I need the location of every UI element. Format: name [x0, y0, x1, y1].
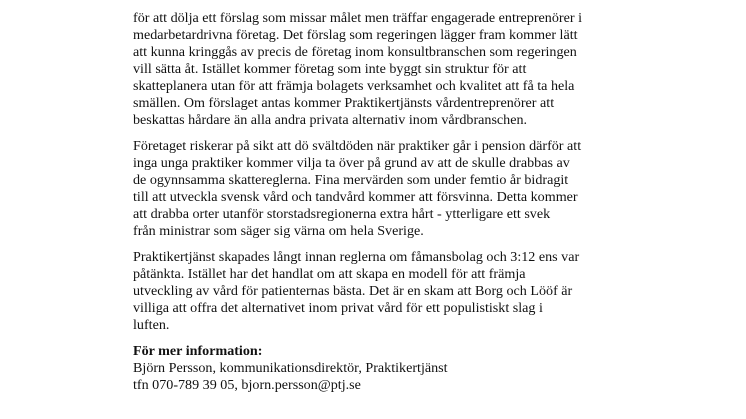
- text-line: från ministrar som säger sig värna om hela Sverige.: [133, 223, 424, 239]
- contact-name: Björn Persson, kommunikationsdirektör, Praktikertjänst: [133, 360, 448, 376]
- contact-phone-email: tfn 070-789 39 05, bjorn.persson@ptj.se: [133, 377, 361, 393]
- paragraph-3: [133, 249, 623, 334]
- text-line: till att utveckla svensk vård och tandvård kommer att försvinna. Detta kommer: [133, 189, 578, 205]
- text-line: utveckling av vård för patienternas bästa. Det är en skam att Borg och Lööf är: [133, 283, 573, 299]
- text-line: smällen. Om förslaget antas kommer Praktikertjänsts vårdentreprenörer att: [133, 95, 555, 111]
- document-page: [133, 0, 623, 394]
- text-line: vill sätta åt. Istället kommer företag som inte byggt sin struktur för att: [133, 61, 527, 77]
- text-line: skatteplanera utan för att främja bolagets verksamhet och kvalitet att få ta hela: [133, 78, 575, 94]
- text-line: att kunna kringgås av precis de företag inom konsultbranschen som regeringen: [133, 44, 577, 60]
- text-line: luften.: [133, 317, 170, 333]
- paragraph-2: [133, 138, 623, 240]
- text-line: påtänkta. Istället har det handlat om att skapa en modell för att främja: [133, 266, 526, 282]
- text-line: för att dölja ett förslag som missar målet men träffar engagerade entreprenörer i: [133, 10, 582, 26]
- text-line: de ogynnsamma skattereglerna. Fina mervärden som under femtio år bidragit: [133, 172, 569, 188]
- contact-block: [133, 343, 623, 394]
- contact-heading: För mer information:: [133, 343, 263, 359]
- text-line: inga unga praktiker kommer vilja ta över på grund av att de skulle drabbas av: [133, 155, 570, 171]
- text-line: Företaget riskerar på sikt att dö svältdöden när praktiker går i pension därför att: [133, 138, 582, 154]
- text-line: beskattas hårdare än alla andra privata alternativ inom vårdbranschen.: [133, 112, 528, 128]
- text-line: villiga att offra det alternativet inom privat vård för ett populistiskt slag i: [133, 300, 543, 316]
- paragraph-1: [133, 0, 623, 129]
- text-line: Praktikertjänst skapades långt innan reglerna om fåmansbolag och 3:12 ens var: [133, 249, 580, 265]
- text-line: att drabba orter utanför storstadsregionerna extra hårt - ytterligare ett svek: [133, 206, 551, 222]
- text-line: medarbetardrivna företag. Det förslag som regeringen lägger fram kommer lätt: [133, 27, 578, 43]
